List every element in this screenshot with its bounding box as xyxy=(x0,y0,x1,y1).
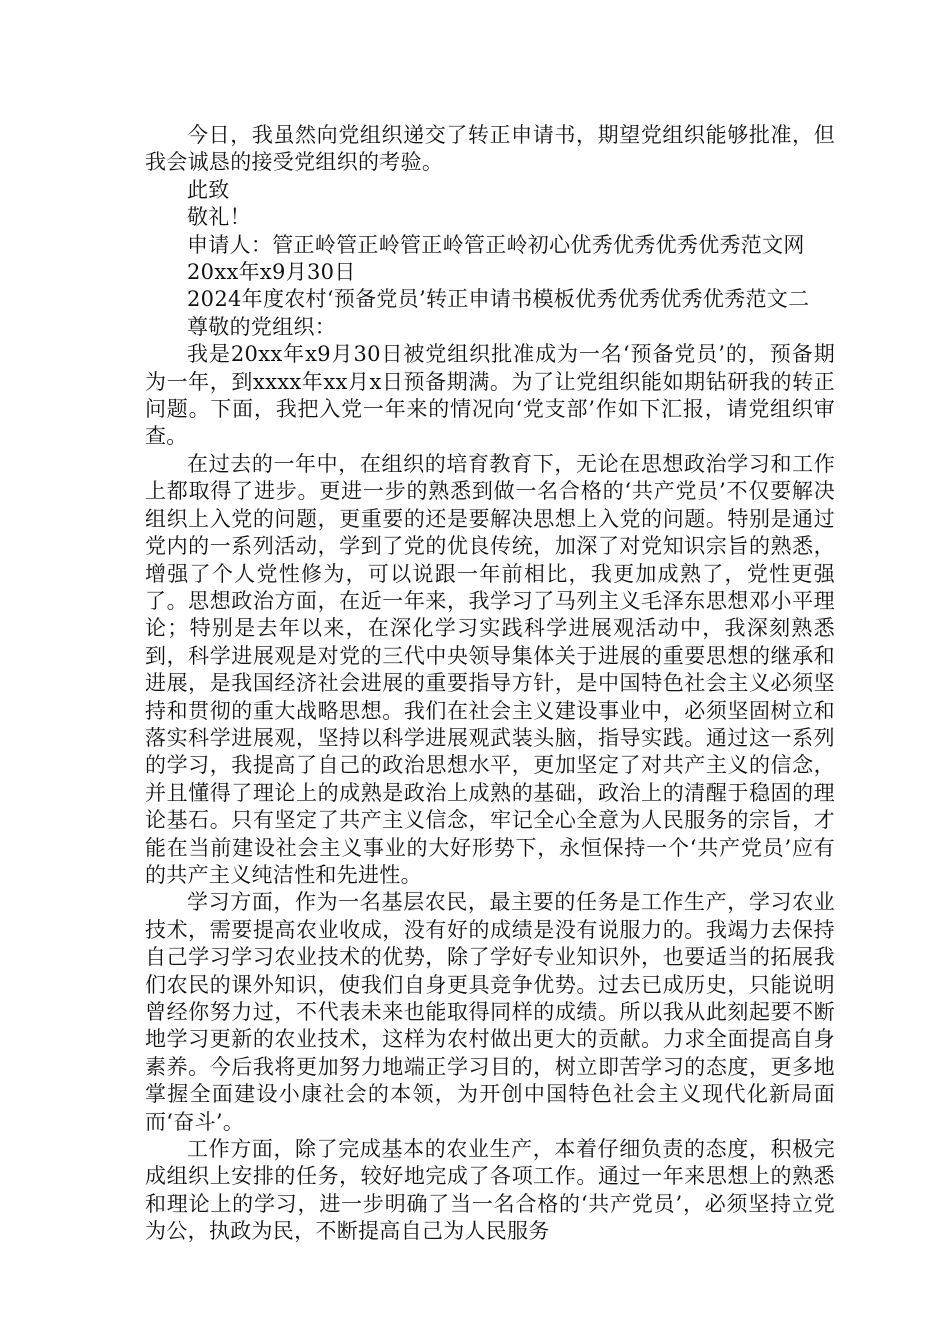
paragraph-work: 工作方面，除了完成基本的农业生产，本着仔细负责的态度，积极完成组织上安排的任务，较好地完成了各项工作。通过一年来思想上的熟悉和理论上的学习，进一步明确了当一名合格的‘共产党员’，必须坚持立党为公，执政为民，不断提高自己为人民服务 xyxy=(145,1137,835,1244)
section-title: 2024年度农村‘预备党员’转正申请书模板优秀优秀优秀优秀范文二 xyxy=(187,287,810,312)
applicant-line: 申请人：管正岭管正岭管正岭管正岭初心优秀优秀优秀优秀范文网 xyxy=(187,232,805,257)
salutation-cizhi: 此致 xyxy=(187,177,230,202)
greeting: 尊敬的党组织： xyxy=(187,314,337,339)
salutation-jingli: 敬礼！ xyxy=(187,205,251,230)
paragraph-ideology: 在过去的一年中，在组织的培育教育下，无论在思想政治学习和工作上都取得了进步。更进一步的熟悉到做一名合格的‘共产党员’不仅要解决组织上入党的问题，更重要的还是要解决思想上入党的问题。特别是通过党内的一系列活动，学到了党的优良传统，加深了对党知识宗旨的熟悉，增强了个人党性修为，可以说跟一年前相比，我更加成熟了，党性更强了。思想政治方面，在近一年来，我学习了马列主义毛泽东思想邓小平理论；特别是去年以来，在深化学习实践科学进展观活动中，我深刻熟悉到，科学进展观是对党的三代中央领导集体关于进展的重要思想的继承和进展，是我国经济社会进展的重要指导方针，是中国特色社会主义必须坚持和贯彻的重大战略思想。我们在社会主义建设事业中，必须坚固树立和落实科学进展观，坚持以科学进展观武装头脑，指导实践。通过这一系列的学习，我提高了自己的政治思想水平，更加坚定了对共产主义的信念，并且懂得了理论上的成熟是政治上成熟的基础，政治上的清醒于稳固的理论基石。只有坚定了共产主义信念，牢记全心全意为人民服务的宗旨，才能在当前建设社会主义事业的大好形势下，永恒保持一个‘共产党员’应有的共产主义纯洁性和先进性。 xyxy=(145,451,835,887)
paragraph-intro: 我是20xx年x9月30日被党组织批准成为一名‘预备党员’的，预备期为一年，到xxxx年xx月x日预备期满。为了让党组织能如期钻研我的转正问题。下面，我把入党一年来的情况向‘党支部’作如下汇报，请党组织审查。 xyxy=(145,342,835,449)
paragraph-study: 学习方面，作为一名基层农民，最主要的任务是工作生产，学习农业技术，需要提高农业收成，没有好的成绩是没有说服力的。我竭力去保持自己学习学习农业技术的优势，除了学好专业知识外，也要适当的拓展我们农民的课外知识，使我们自身更具竞争优势。过去已成历史，只能说明曾经你努力过，不代表未来也能取得同样的成绩。所以我从此刻起要不断地学习更新的农业技术，这样为农村做出更大的贡献。力求全面提高自身素养。今后我将更加努力地端正学习目的，树立即苦学习的态度，更多地掌握全面建设小康社会的本领，为开创中国特色社会主义现代化新局面而‘奋斗’。 xyxy=(145,890,835,1134)
document-body xyxy=(145,122,835,1246)
paragraph-closing-statement: 今日，我虽然向党组织递交了转正申请书，期望党组织能够批准，但我会诚恳的接受党组织的考验。 xyxy=(145,123,835,175)
date-line: 20xx年x9月30日 xyxy=(187,260,356,285)
